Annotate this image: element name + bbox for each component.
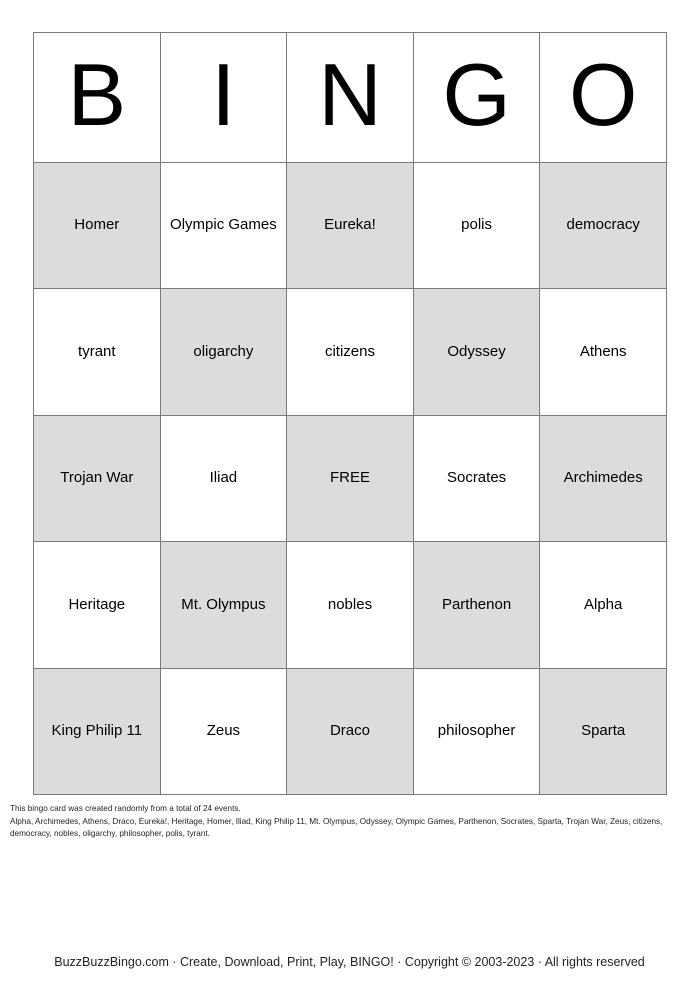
bingo-cell[interactable]: Archimedes [540, 416, 667, 542]
card-notes-summary: This bingo card was created randomly from a total of 24 events. [10, 804, 241, 813]
bingo-header-letter-g: G [414, 33, 541, 163]
bingo-cell-free[interactable]: FREE [287, 416, 414, 542]
bingo-row [34, 163, 667, 289]
bingo-cell[interactable]: philosopher [414, 669, 541, 795]
card-notes-event-list: Alpha, Archimedes, Athens, Draco, Eureka!, Heritage, Homer, Iliad, King Philip 11, Mt. Olympus, Odyssey, Olympic Games, Parthenon, Socrates, Sparta, Trojan War, Zeus, citizens, democracy, nobles, oligarchy, philosopher, polis, tyrant. [10, 816, 663, 839]
bingo-cell[interactable]: Eureka! [287, 163, 414, 289]
bingo-cell[interactable]: Homer [34, 163, 161, 289]
bingo-cell[interactable]: Parthenon [414, 542, 541, 668]
bingo-cell[interactable]: nobles [287, 542, 414, 668]
bingo-cell[interactable]: Alpha [540, 542, 667, 668]
bingo-cell[interactable]: tyrant [34, 289, 161, 415]
bingo-cell[interactable]: King Philip 11 [34, 669, 161, 795]
bingo-card-grid [33, 32, 667, 795]
bingo-cell[interactable]: Socrates [414, 416, 541, 542]
bingo-cell[interactable]: Odyssey [414, 289, 541, 415]
bingo-cell[interactable]: Olympic Games [161, 163, 288, 289]
bingo-row [34, 416, 667, 542]
page-footer: BuzzBuzzBingo.com · Create, Download, Print, Play, BINGO! · Copyright © 2003-2023 · All rights reserved [54, 955, 645, 969]
bingo-header-letter-b: B [34, 33, 161, 163]
bingo-cell[interactable]: Athens [540, 289, 667, 415]
bingo-cell[interactable]: Sparta [540, 669, 667, 795]
bingo-row [34, 669, 667, 795]
bingo-header-letter-n: N [287, 33, 414, 163]
bingo-cell[interactable]: Mt. Olympus [161, 542, 288, 668]
bingo-header-letter-i: I [161, 33, 288, 163]
bingo-row [34, 289, 667, 415]
bingo-cell[interactable]: Zeus [161, 669, 288, 795]
bingo-cell[interactable]: oligarchy [161, 289, 288, 415]
bingo-cell[interactable]: Heritage [34, 542, 161, 668]
bingo-cell[interactable]: citizens [287, 289, 414, 415]
bingo-cell[interactable]: polis [414, 163, 541, 289]
bingo-grid-body [34, 163, 667, 795]
bingo-cell[interactable]: Iliad [161, 416, 288, 542]
bingo-cell[interactable]: Draco [287, 669, 414, 795]
bingo-cell[interactable]: Trojan War [34, 416, 161, 542]
bingo-header-row [34, 33, 667, 163]
bingo-cell[interactable]: democracy [540, 163, 667, 289]
card-notes [10, 803, 689, 841]
bingo-header-letter-o: O [540, 33, 667, 163]
bingo-row [34, 542, 667, 668]
